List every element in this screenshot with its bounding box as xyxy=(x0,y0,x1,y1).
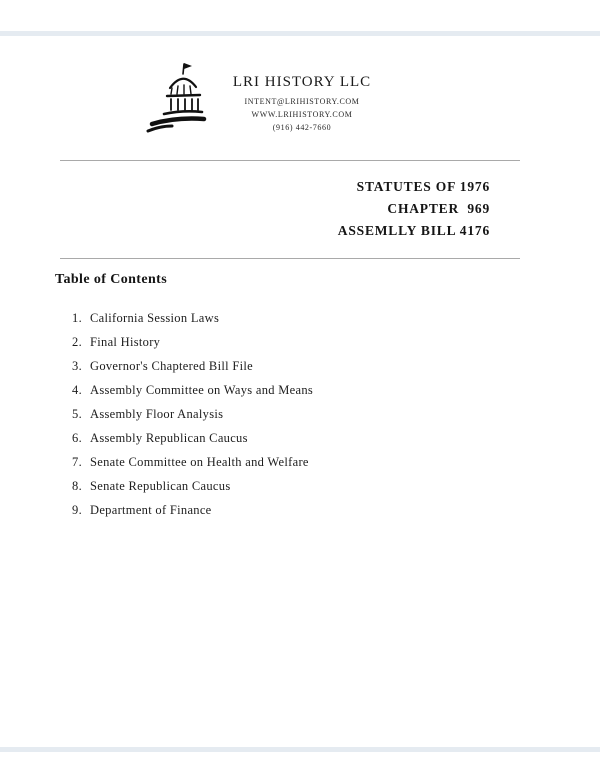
toc-item: Senate Committee on Health and Welfare xyxy=(90,455,309,469)
company-phone: (916) 442-7660 xyxy=(272,123,332,132)
company-website: WWW.LRIHISTORY.COM xyxy=(251,110,353,119)
assembly-bill-line: ASSEMLLY BILL 4176 xyxy=(337,223,490,238)
toc-list xyxy=(68,306,313,522)
toc-item: Department of Finance xyxy=(90,503,212,517)
toc-title: Table of Contents xyxy=(55,272,168,287)
horizontal-rule-bottom xyxy=(60,258,520,259)
toc-item: Senate Republican Caucus xyxy=(90,479,231,493)
toc-item: Assembly Floor Analysis xyxy=(90,407,224,421)
scan-edge-bottom xyxy=(0,747,600,752)
company-name: LRI HISTORY LLC xyxy=(232,74,372,90)
horizontal-rule-top xyxy=(60,160,520,161)
toc-item: California Session Laws xyxy=(90,311,220,325)
letterhead xyxy=(222,74,382,136)
scan-edge-top xyxy=(0,31,600,36)
toc-item: Assembly Republican Caucus xyxy=(90,431,248,445)
company-email: INTENT@LRIHISTORY.COM xyxy=(244,97,360,106)
toc-item: Governor's Chaptered Bill File xyxy=(90,359,253,373)
statutes-year-line: STATUTES OF 1976 xyxy=(356,179,490,194)
toc-item: Assembly Committee on Ways and Means xyxy=(90,383,314,397)
statute-reference-block xyxy=(338,176,490,242)
capitol-logo-icon xyxy=(138,58,218,142)
toc-item: Final History xyxy=(90,335,161,349)
chapter-line: CHAPTER 969 xyxy=(387,201,490,216)
